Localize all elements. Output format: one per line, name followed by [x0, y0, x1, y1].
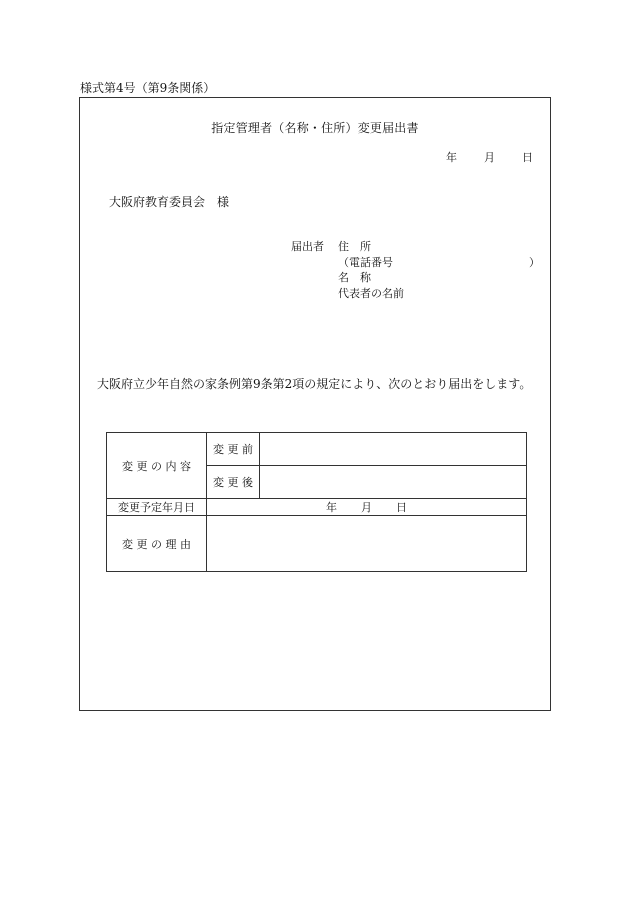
date-day-label: 日: [522, 151, 533, 164]
before-label: 変 更 前: [207, 433, 260, 466]
address-label: 住 所: [338, 240, 371, 253]
applicant-label: 届出者: [291, 240, 324, 253]
addressee: 大阪府教育委員会 様: [109, 195, 230, 209]
form-number: 様式第4号（第9条関係）: [80, 81, 216, 95]
after-value-cell[interactable]: [260, 466, 527, 499]
scheduled-date-label: 変更予定年月日: [107, 499, 207, 516]
change-content-label: 変 更 の 内 容: [107, 433, 207, 499]
scheduled-date-value: [326, 501, 407, 514]
phone-label: （電話番号: [338, 255, 393, 269]
document-title: 指定管理者（名称・住所）変更届出書: [211, 121, 419, 135]
change-details-table: [106, 432, 527, 572]
table-row: [107, 433, 527, 466]
name-label: 名 称: [338, 271, 371, 284]
reason-value-cell[interactable]: [207, 516, 527, 572]
form-frame: [79, 97, 551, 711]
table-row: [107, 499, 527, 516]
statement-text: 大阪府立少年自然の家条例第9条第2項の規定により、次のとおり届出をします。: [97, 377, 532, 391]
date-month-label: 月: [484, 151, 495, 164]
scheduled-date-cell[interactable]: [207, 499, 527, 516]
representative-label: 代表者の名前: [338, 286, 404, 300]
reason-label: 変 更 の 理 由: [107, 516, 207, 572]
scheduled-month-label: 月: [361, 501, 372, 514]
scheduled-day-label: 日: [396, 501, 407, 514]
date-year-label: 年: [446, 151, 457, 164]
phone-close-paren: ）: [529, 255, 540, 269]
submission-date: [446, 149, 533, 165]
before-value-cell[interactable]: [260, 433, 527, 466]
table-row: [107, 516, 527, 572]
after-label: 変 更 後: [207, 466, 260, 499]
scheduled-year-label: 年: [326, 501, 337, 514]
